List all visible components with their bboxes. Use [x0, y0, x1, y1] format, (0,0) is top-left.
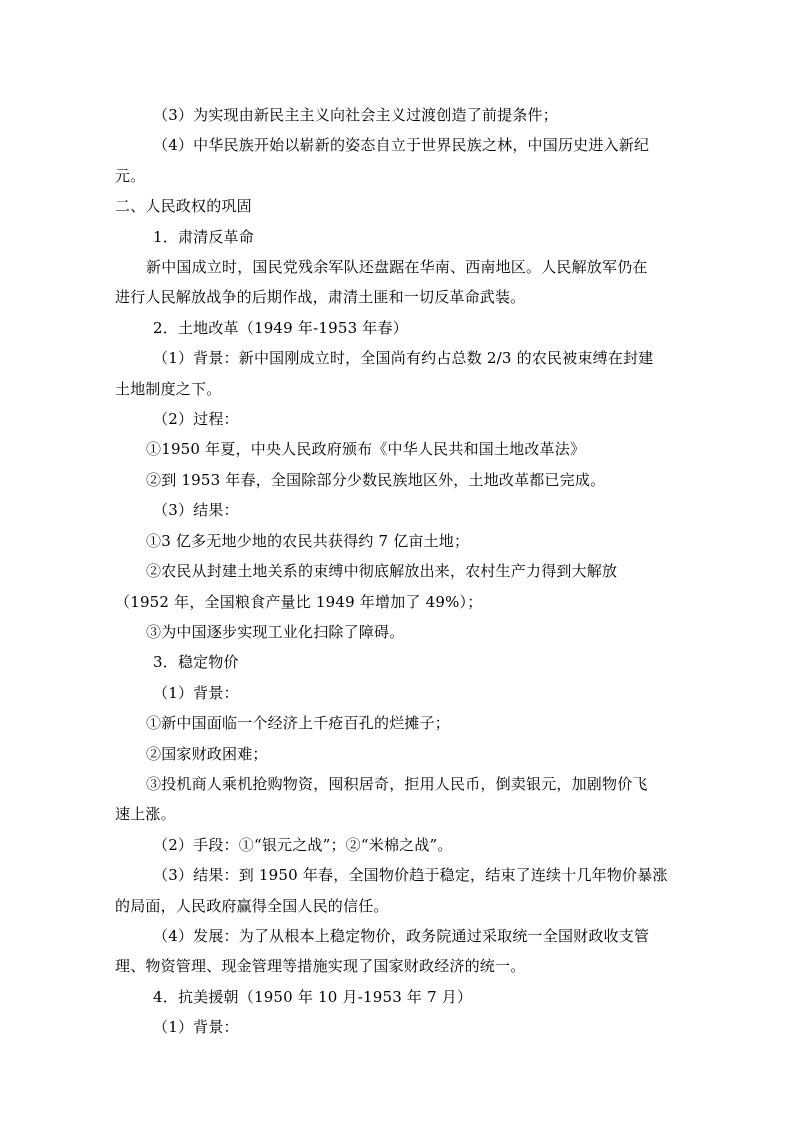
paragraph-line: 的局面，人民政府赢得全国人民的信任。 — [115, 896, 389, 915]
paragraph-line: （3）为实现由新民主主义向社会主义过渡创造了前提条件； — [153, 106, 558, 124]
paragraph-line: 速上涨。 — [115, 805, 176, 824]
list-item: ①3 亿多无地少地的农民共获得约 7 亿亩土地； — [146, 531, 470, 550]
paragraph-line: 元。 — [115, 166, 146, 185]
list-item: ②国家财政困难； — [146, 744, 268, 763]
paragraph-line: （1）背景： — [153, 1018, 239, 1037]
list-item: ③投机商人乘机抢购物资，囤积居奇，拒用人民币，倒卖银元，加剧物价飞 — [146, 774, 648, 793]
list-item: ②农民从封建土地关系的束缚中彻底解放出来，农村生产力得到大解放 — [146, 562, 618, 581]
paragraph-line: （1952 年，全国粮食产量比 1949 年增加了 49%）； — [115, 592, 483, 611]
paragraph-line: （4）发展：为了从根本上稳定物价，政务院通过采取统一全国财政收支管 — [153, 926, 650, 945]
paragraph-line: （2）手段：①“银元之战”；②“米棉之战”。 — [153, 835, 453, 854]
paragraph-line: （3）结果： — [153, 501, 239, 520]
paragraph-line: 理、物资管理、现金管理等措施实现了国家财政经济的统一。 — [115, 957, 526, 976]
subsection-heading: 1．肃清反革命 — [153, 227, 254, 246]
list-item: ①1950 年夏，中央人民政府颁布《中华人民共和国土地改革法》 — [146, 440, 586, 459]
list-item: ③为中国逐步实现工业化扫除了障碍。 — [146, 622, 405, 641]
paragraph-line: 土地制度之下。 — [115, 379, 222, 398]
paragraph-line: （3）结果：到 1950 年春，全国物价趋于稳定，结束了连续十几年物价暴涨 — [153, 866, 668, 885]
subsection-heading: 4．抗美援朝（1950 年 10 月-1953 年 7 月） — [153, 987, 473, 1006]
paragraph-line: （1）背景： — [153, 683, 239, 702]
section-heading: 二、人民政权的巩固 — [115, 197, 252, 216]
paragraph-line: 进行人民解放战争的后期作战，肃清土匪和一切反革命武装。 — [115, 288, 526, 307]
paragraph-line: （2）过程： — [153, 410, 239, 429]
document-body — [115, 100, 680, 1043]
list-item: ①新中国面临一个经济上千疮百孔的烂摊子； — [146, 714, 451, 733]
subsection-heading: 2．土地改革（1949 年-1953 年春） — [153, 318, 408, 337]
subsection-heading: 3．稳定物价 — [153, 653, 239, 672]
paragraph-line: （4）中华民族开始以崭新的姿态自立于世界民族之林，中国历史进入新纪 — [153, 136, 650, 155]
paragraph-line: （1）背景：新中国刚成立时，全国尚有约占总数 2/3 的农民被束缚在封建 — [153, 349, 654, 368]
paragraph-line: 新中国成立时，国民党残余军队还盘踞在华南、西南地区。人民解放军仍在 — [146, 258, 648, 277]
list-item: ②到 1953 年春，全国除部分少数民族地区外，土地改革都已完成。 — [146, 470, 606, 489]
